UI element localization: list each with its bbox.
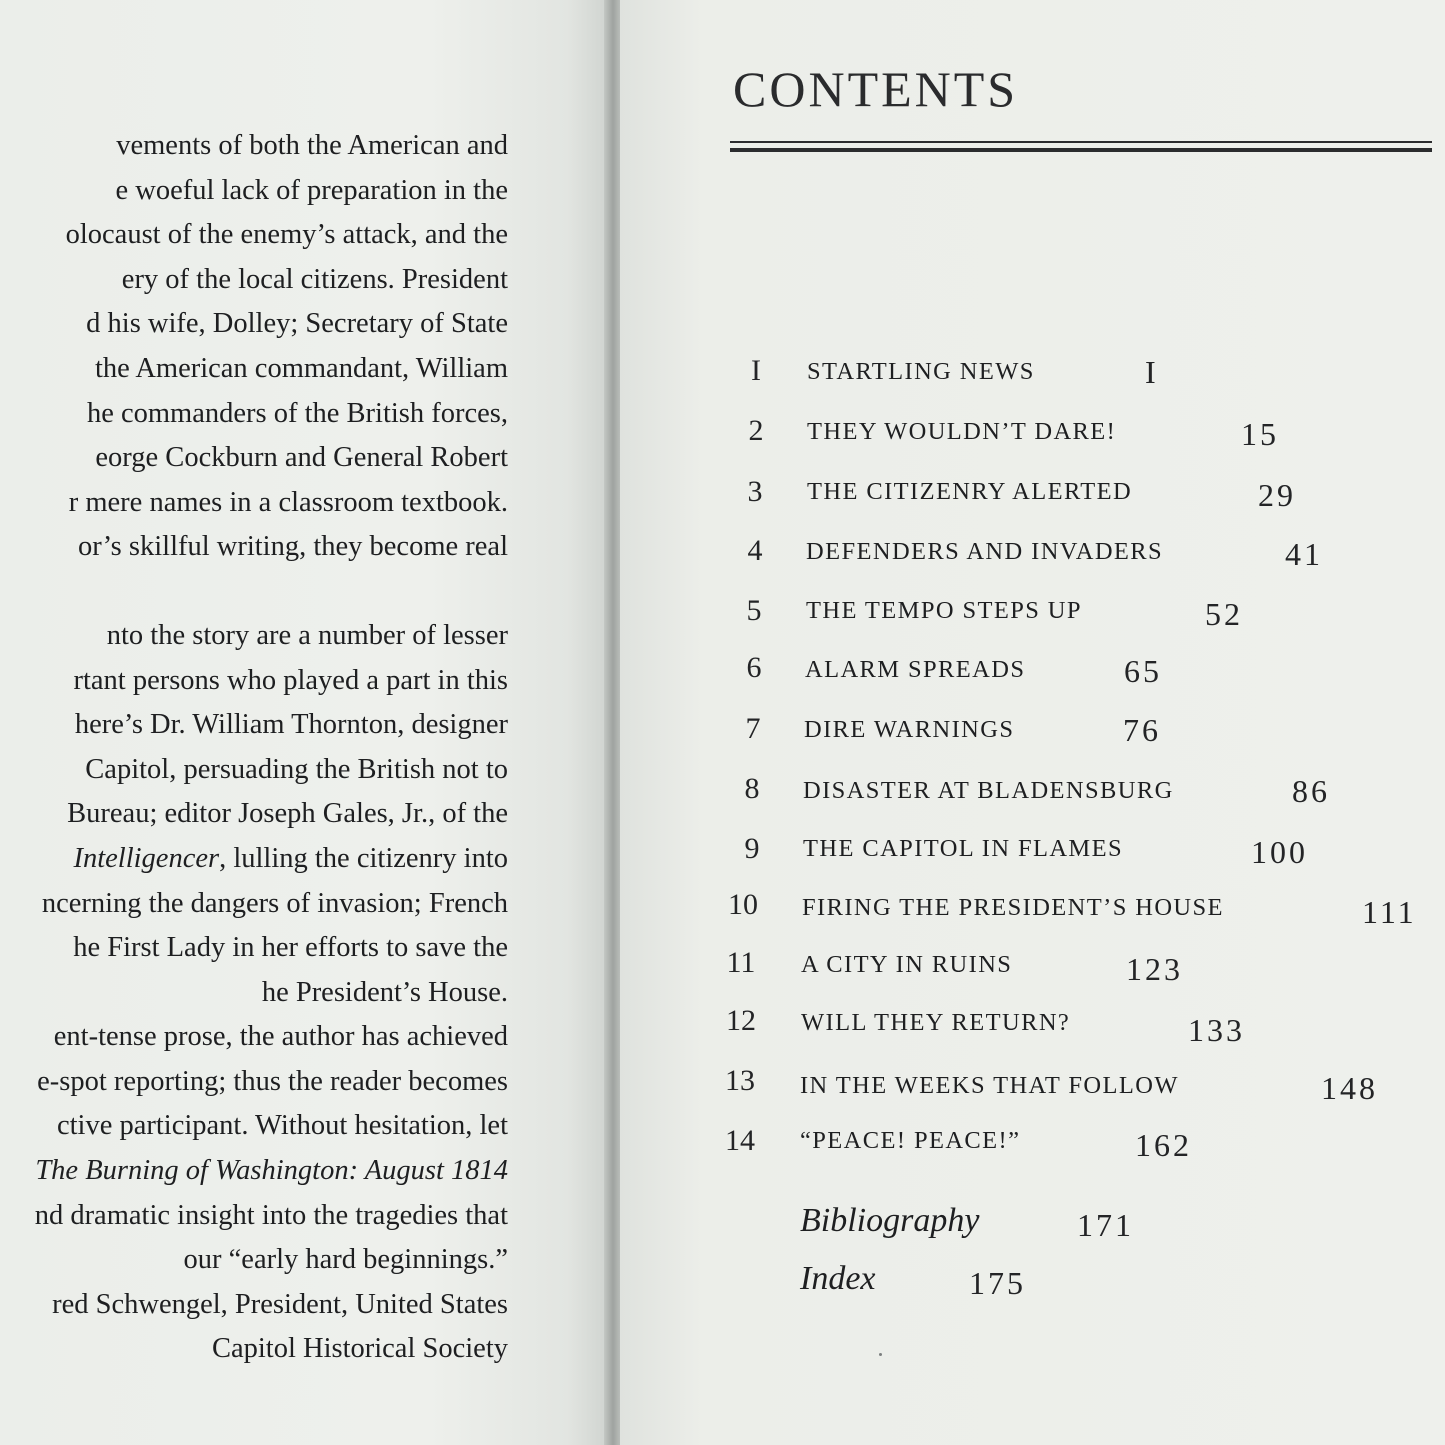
chapter-page: I bbox=[1145, 354, 1159, 390]
foreword-line: nto the story are a number of lesser bbox=[106, 619, 508, 651]
chapter-number: 9 bbox=[744, 832, 760, 865]
foreword-line: our “early hard beginnings.” bbox=[183, 1244, 508, 1276]
newspaper-title: Intelligencer bbox=[73, 842, 220, 874]
chapter-number: 2 bbox=[748, 414, 764, 447]
foreword-line: he commanders of the British forces, bbox=[86, 397, 508, 429]
bibliography-page: 171 bbox=[1077, 1207, 1134, 1243]
foreword-line: here’s Dr. William Thornton, designer bbox=[74, 709, 508, 741]
chapter-title: THE TEMPO STEPS UP bbox=[806, 597, 1082, 624]
chapter-number: 13 bbox=[725, 1064, 755, 1097]
chapter-title: IN THE WEEKS THAT FOLLOW bbox=[800, 1072, 1179, 1099]
foreword-line: rtant persons who played a part in this bbox=[73, 664, 508, 696]
chapter-page: 100 bbox=[1251, 834, 1308, 870]
contents-heading: CONTENTS bbox=[733, 61, 1019, 117]
foreword-line: ery of the local citizens. President bbox=[121, 263, 508, 295]
chapter-number: 3 bbox=[747, 475, 763, 508]
chapter-number: I bbox=[751, 354, 761, 387]
foreword-line: ctive participant. Without hesitation, let bbox=[56, 1110, 508, 1142]
chapter-page: 76 bbox=[1123, 712, 1161, 748]
chapter-title: A CITY IN RUINS bbox=[801, 951, 1013, 978]
chapter-number: 11 bbox=[726, 946, 756, 979]
foreword-line: eorge Cockburn and General Robert bbox=[95, 442, 508, 474]
chapter-page: 162 bbox=[1135, 1127, 1192, 1163]
chapter-page: 41 bbox=[1285, 536, 1323, 572]
foreword-line: olocaust of the enemy’s attack, and the bbox=[65, 219, 508, 251]
signature-line: red Schwengel, President, United States bbox=[52, 1288, 508, 1320]
chapter-page: 111 bbox=[1362, 894, 1417, 930]
chapter-page: 52 bbox=[1205, 596, 1243, 632]
chapter-page: 65 bbox=[1124, 653, 1162, 689]
chapter-number: 8 bbox=[744, 772, 760, 805]
chapter-title: DEFENDERS AND INVADERS bbox=[806, 538, 1164, 565]
foreword-line: ncerning the dangers of invasion; French bbox=[41, 887, 508, 919]
foreword-line: d his wife, Dolley; Secretary of State bbox=[86, 308, 508, 340]
chapter-page: 123 bbox=[1126, 951, 1183, 987]
foreword-line: Capitol, persuading the British not to bbox=[85, 753, 508, 785]
chapter-page: 133 bbox=[1188, 1012, 1245, 1048]
foreword-line: nd dramatic insight into the tragedies that bbox=[34, 1199, 508, 1231]
foreword-line: e-spot reporting; thus the reader becomes bbox=[37, 1065, 508, 1097]
chapter-title: “PEACE! PEACE!” bbox=[800, 1127, 1021, 1154]
chapter-page: 148 bbox=[1321, 1070, 1378, 1106]
chapter-title: DISASTER AT BLADENSBURG bbox=[803, 777, 1174, 804]
foreword-line: ent-tense prose, the author has achieved bbox=[53, 1021, 508, 1053]
foreword-line: Bureau; editor Joseph Gales, Jr., of the bbox=[67, 798, 508, 830]
chapter-title: STARTLING NEWS bbox=[807, 358, 1035, 385]
chapter-page: 15 bbox=[1241, 416, 1279, 452]
foreword-line: vements of both the American and bbox=[116, 130, 508, 161]
foreword-line: he President’s House. bbox=[261, 976, 508, 1008]
chapter-number: 7 bbox=[745, 712, 761, 745]
foreword-line: e woeful lack of preparation in the bbox=[115, 174, 508, 206]
chapter-title: THE CITIZENRY ALERTED bbox=[807, 478, 1133, 505]
chapter-title: WILL THEY RETURN? bbox=[801, 1009, 1071, 1036]
foreword-line: or’s skillful writing, they become real bbox=[77, 531, 508, 563]
chapter-number: 4 bbox=[747, 534, 763, 567]
chapter-number: 14 bbox=[725, 1124, 755, 1157]
chapter-title: THE CAPITOL IN FLAMES bbox=[803, 835, 1124, 862]
paper-speck bbox=[879, 1353, 882, 1356]
index-title: Index bbox=[800, 1260, 876, 1297]
chapter-title: ALARM SPREADS bbox=[805, 656, 1026, 683]
chapter-number: 6 bbox=[746, 651, 762, 684]
foreword-line-rest: , lulling the citizenry into bbox=[219, 842, 508, 874]
chapter-page: 29 bbox=[1258, 477, 1296, 513]
foreword-line: r mere names in a classroom textbook. bbox=[68, 486, 508, 518]
foreword-line: he First Lady in her efforts to save the bbox=[73, 932, 508, 964]
chapter-page: 86 bbox=[1292, 773, 1330, 809]
bibliography-title: Bibliography bbox=[800, 1202, 980, 1239]
chapter-number: 12 bbox=[726, 1004, 756, 1037]
signature-line: Capitol Historical Society bbox=[211, 1333, 508, 1365]
chapter-title: THEY WOULDN’T DARE! bbox=[807, 418, 1117, 445]
chapter-title: FIRING THE PRESIDENT’S HOUSE bbox=[802, 894, 1224, 921]
chapter-number: 10 bbox=[728, 888, 758, 921]
chapter-number: 5 bbox=[746, 594, 762, 627]
chapter-title: DIRE WARNINGS bbox=[804, 716, 1015, 743]
book-title: The Burning of Washington: August 1814 bbox=[35, 1155, 508, 1187]
foreword-line: the American commandant, William bbox=[94, 352, 508, 384]
index-page: 175 bbox=[969, 1265, 1026, 1301]
